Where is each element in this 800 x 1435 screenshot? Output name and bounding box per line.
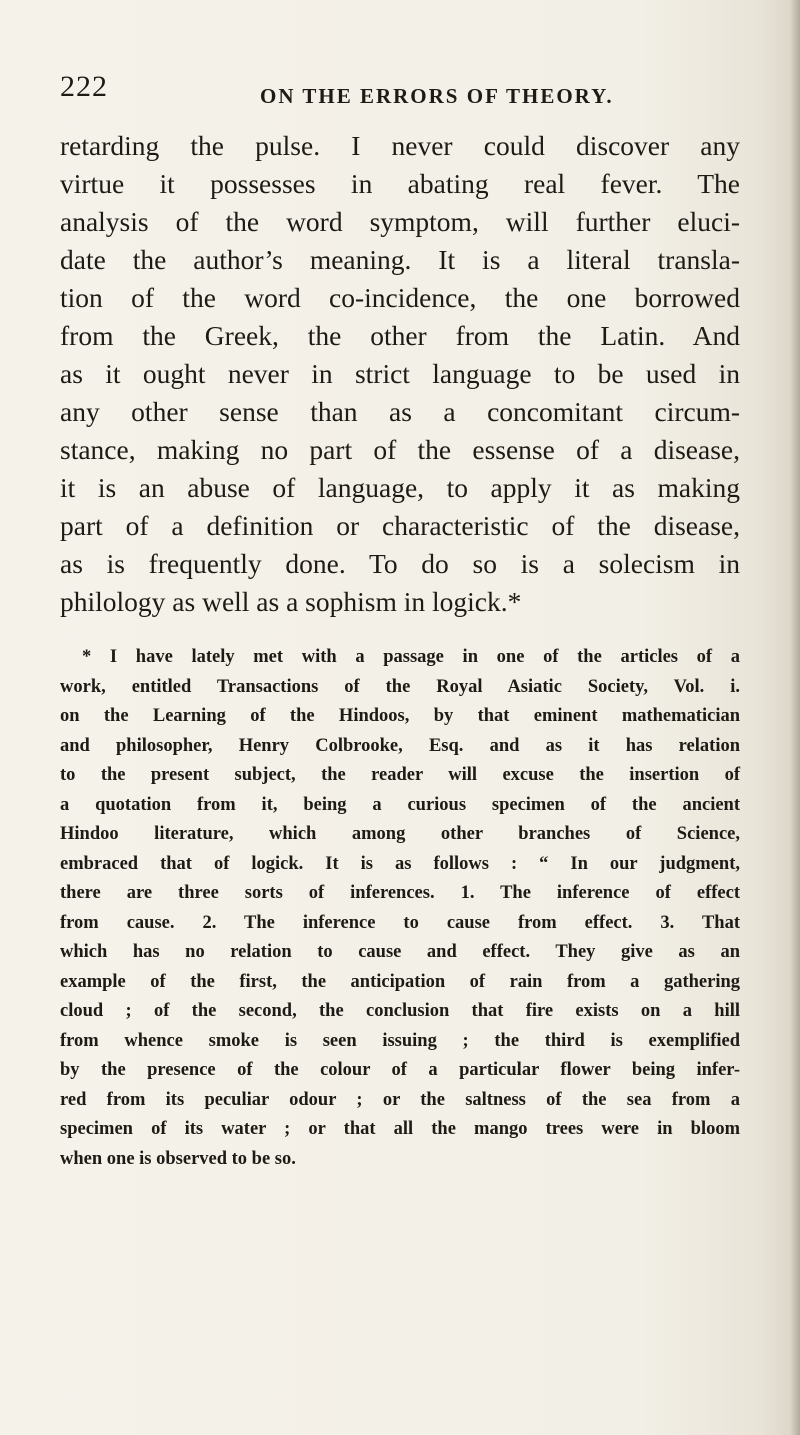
footnote-line: work, entitled Transactions of the Royal Asiatic Society, Vol. i.: [60, 676, 740, 697]
text-line: as it ought never in strict language to be used in: [60, 358, 740, 389]
page-header: [60, 70, 720, 120]
main-paragraph: [60, 127, 740, 621]
footnote-line: embraced that of logick. It is as follows : “ In our judgment,: [60, 853, 740, 874]
footnote-line: to the present subject, the reader will excuse the insertion of: [60, 765, 740, 785]
text-line: any other sense than as a concomitant circum-: [60, 396, 740, 427]
text-line: part of a definition or characteristic of the disease,: [60, 510, 740, 541]
footnote-line: there are three sorts of inferences. 1. The inference of effect: [60, 883, 740, 903]
page-edge-shadow: [790, 0, 800, 1435]
footnote-line: from whence smoke is seen issuing ; the third is exemplified: [60, 1030, 740, 1051]
footnote-line: red from its peculiar odour ; or the saltness of the sea from a: [60, 1089, 740, 1110]
footnote-line: when one is observed to be so.: [60, 1148, 296, 1169]
footnote-line: Hindoo literature, which among other branches of Science,: [60, 824, 740, 844]
text-line: tion of the word co-incidence, the one borrowed: [60, 282, 740, 313]
text-line: stance, making no part of the essense of a disease,: [60, 434, 740, 465]
footnote-line: from cause. 2. The inference to cause from effect. 3. That: [60, 912, 740, 933]
footnote-line: which has no relation to cause and effect. They give as an: [60, 942, 740, 962]
running-head: ON THE ERRORS OF THEORY.: [260, 84, 614, 108]
text-line: analysis of the word symptom, will further eluci-: [60, 206, 740, 237]
footnote-line: example of the first, the anticipation of rain from a gathering: [60, 971, 740, 992]
text-line: philology as well as a sophism in logick.*: [60, 586, 522, 617]
footnote-line: on the Learning of the Hindoos, by that eminent mathematician: [60, 706, 740, 726]
footnote-line: cloud ; of the second, the conclusion that fire exists on a hill: [60, 1001, 740, 1021]
text-line: retarding the pulse. I never could discover any: [60, 130, 740, 161]
text-line: as is frequently done. To do so is a solecism in: [60, 548, 740, 579]
text-line: from the Greek, the other from the Latin. And: [60, 320, 740, 351]
text-line: it is an abuse of language, to apply it as making: [60, 472, 740, 503]
footnote-line: * I have lately met with a passage in one of the articles of a: [82, 647, 740, 667]
footnote: [60, 643, 740, 1174]
footnote-line: and philosopher, Henry Colbrooke, Esq. and as it has relation: [60, 735, 740, 756]
footnote-line: a quotation from it, being a curious specimen of the ancient: [60, 794, 740, 815]
text-line: virtue it possesses in abating real fever. The: [60, 168, 740, 199]
footnote-line: specimen of its water ; or that all the mango trees were in bloom: [60, 1119, 740, 1139]
text-line: date the author’s meaning. It is a literal transla-: [60, 244, 740, 275]
footnote-line: by the presence of the colour of a particular flower being infer-: [60, 1060, 740, 1080]
page-number: 222: [60, 70, 108, 103]
